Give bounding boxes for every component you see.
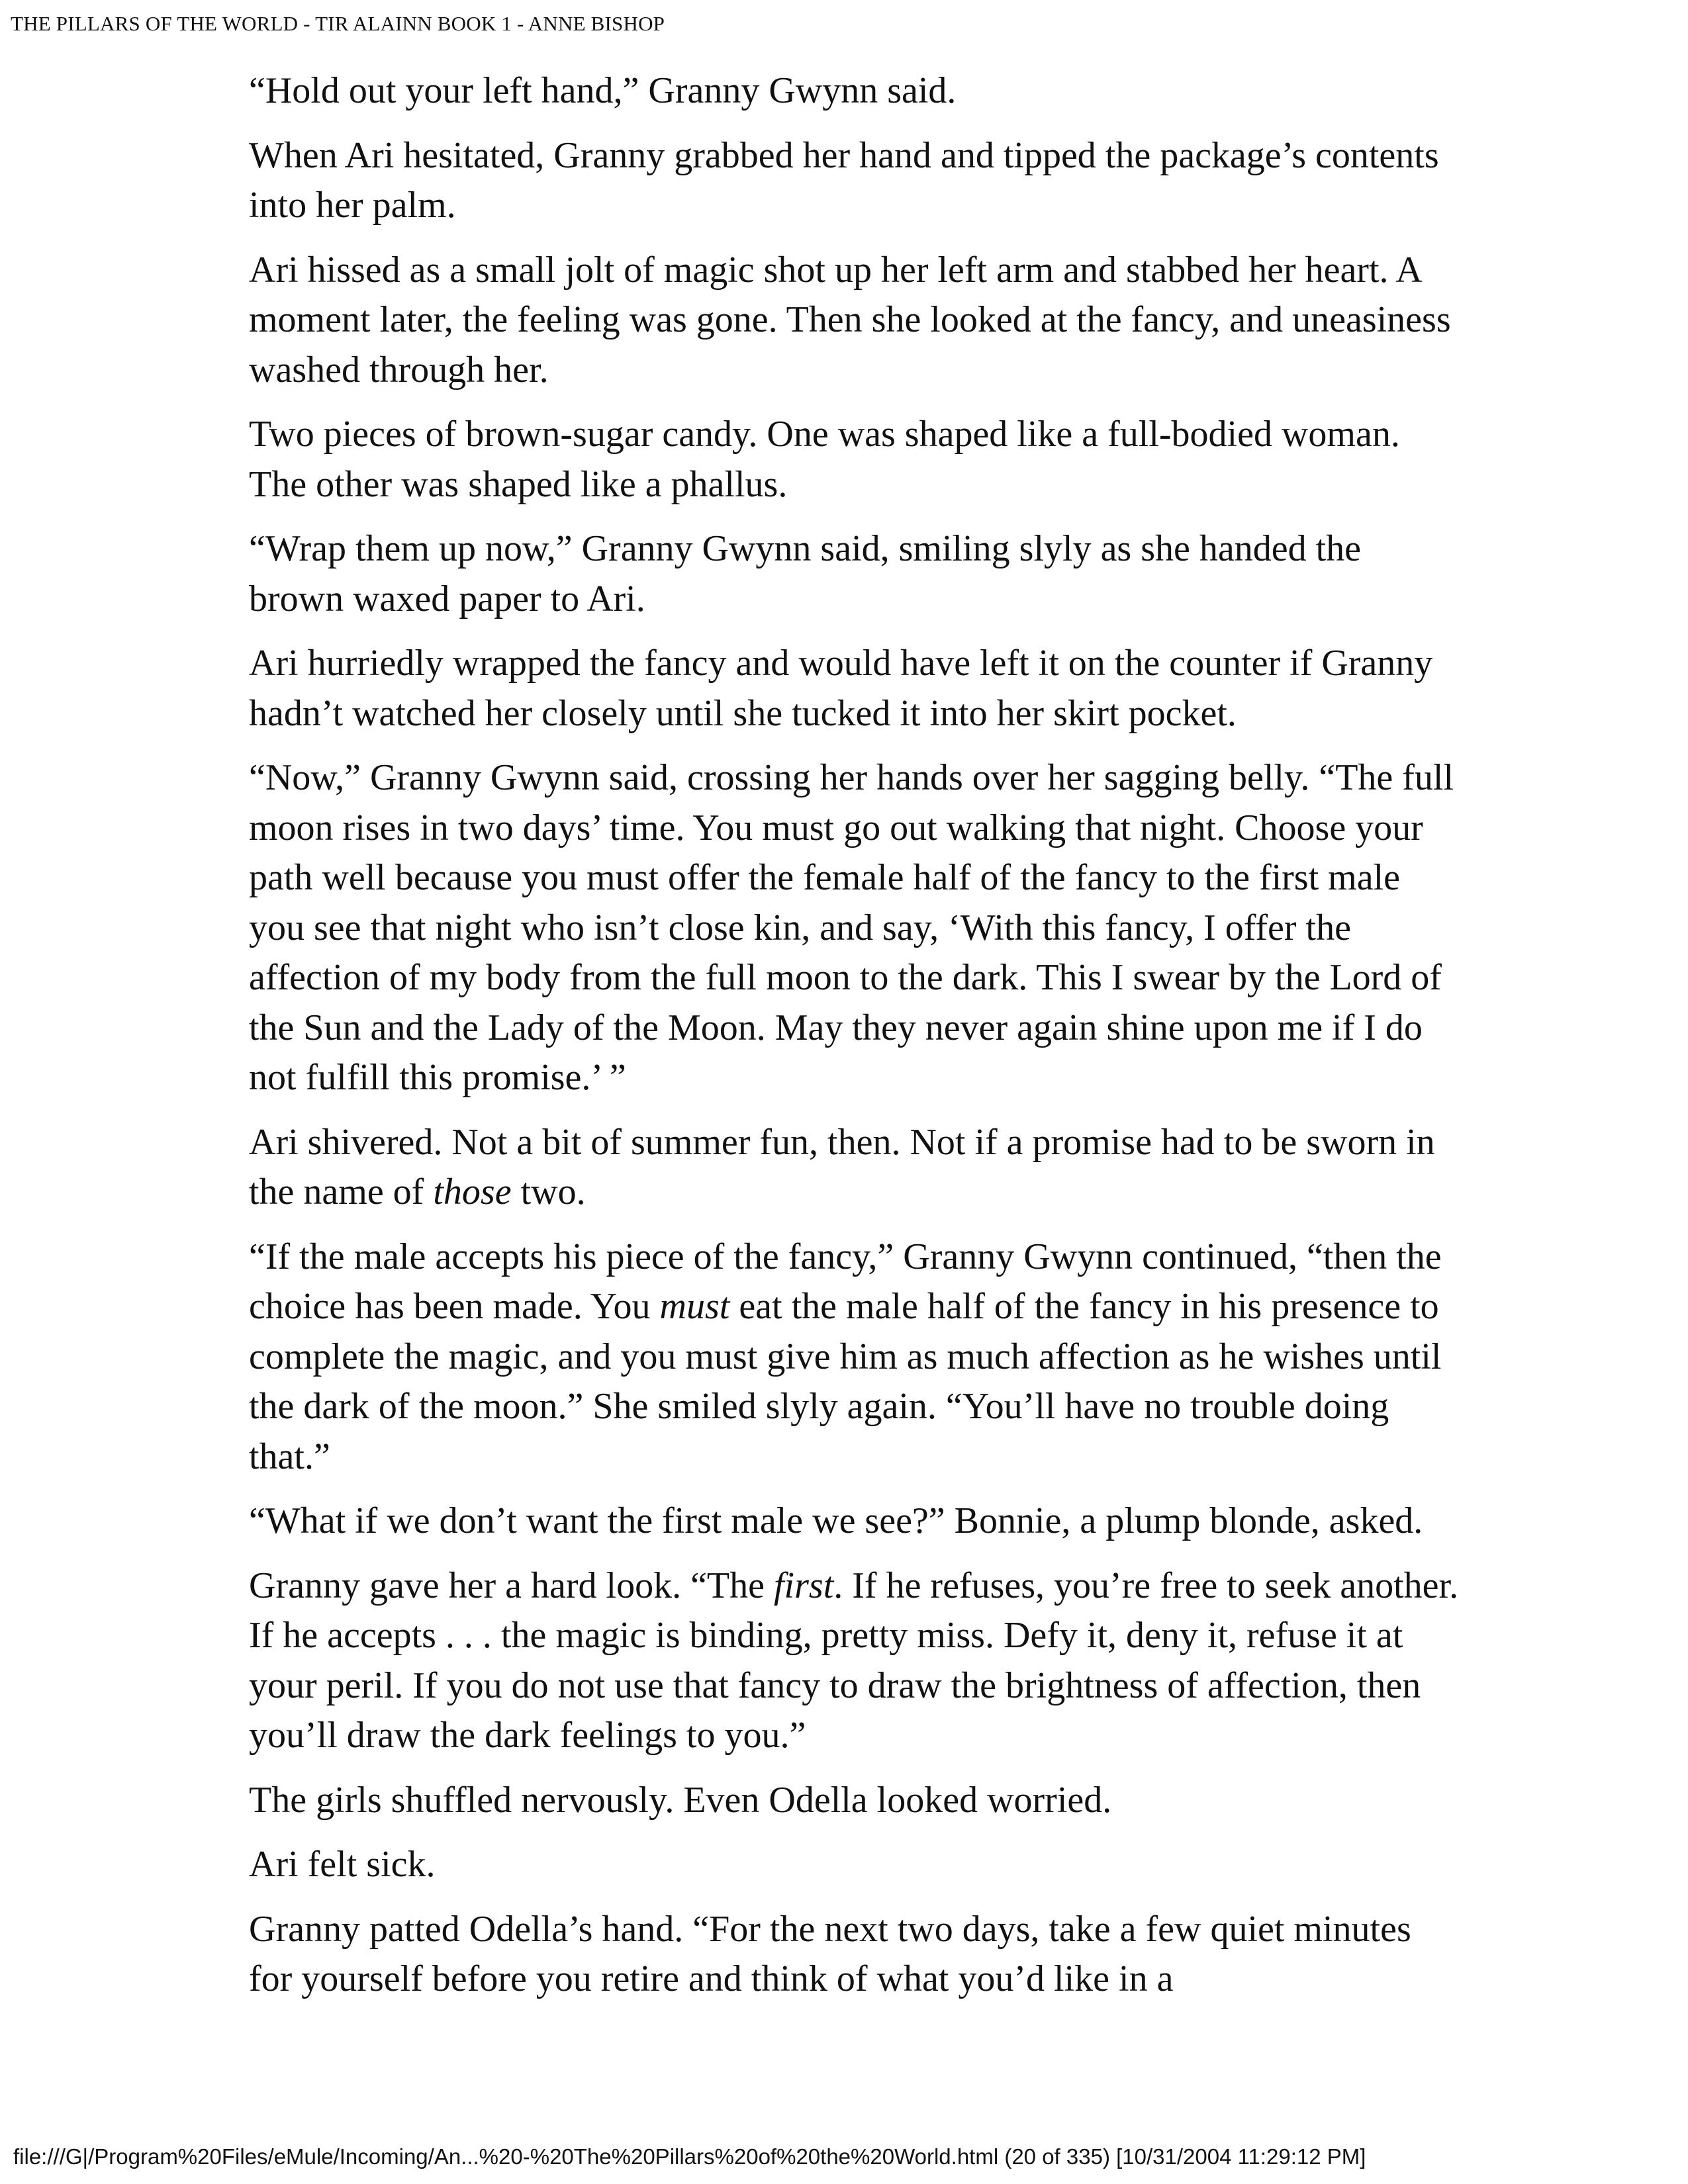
text-segment: two. — [511, 1171, 586, 1212]
text-segment: Two pieces of brown-sugar candy. One was shaped like a full-bodied woman. The other was shaped like a phallus. — [249, 414, 1400, 505]
text-segment: . If he refuses, you’re free to seek another. If he accepts . . . the magic is binding, pretty miss. Defy it, deny it, refuse it at your peril. If you do not use that fancy to draw the brightness of affection, then you’ll draw the dark feelings to you.” — [249, 1565, 1459, 1756]
paragraph — [249, 1905, 1460, 2005]
text-segment: “What if we don’t want the first male we see?” Bonnie, a plump blonde, asked. — [249, 1500, 1423, 1541]
text-segment: Ari hurriedly wrapped the fancy and would have left it on the counter if Granny hadn’t watched her closely until she tucked it into her skirt pocket. — [249, 643, 1433, 734]
text-segment: The girls shuffled nervously. Even Odella looked worried. — [249, 1779, 1112, 1821]
paragraph — [249, 639, 1460, 739]
paragraph — [249, 753, 1460, 1103]
paragraph — [249, 410, 1460, 510]
text-segment: “Now,” Granny Gwynn said, crossing her hands over her sagging belly. “The full moon rises in two days’ time. You must go out walking that night. Choose your path well because you must offer the female half of the fancy to the first male you see that night who isn’t close kin, and say, ‘With this fancy, I offer the affection of my body from the full moon to the dark. This I swear by the Lord of the Sun and the Lady of the Moon. May they never again shine upon me if I do not fulfill this promise.’ ” — [249, 757, 1454, 1098]
italic-text: must — [659, 1286, 730, 1327]
paragraph — [249, 1118, 1460, 1218]
text-segment: “If the male accepts his piece of the fancy,” Granny Gwynn continued, “then the choice has been made. You — [249, 1236, 1442, 1327]
paragraph — [249, 1232, 1460, 1482]
paragraph — [249, 1496, 1460, 1547]
text-segment: Ari hissed as a small jolt of magic shot up her left arm and stabbed her heart. A moment later, the feeling was gone. Then she looked at the fancy, and uneasiness washed through her. — [249, 249, 1451, 390]
paragraph — [249, 1840, 1460, 1890]
paragraph — [249, 246, 1460, 396]
text-segment: eat the male half of the fancy in his presence to complete the magic, and you must give him as much affection as he wishes until the dark of the moon.” She smiled slyly again. “You’ll have no trouble doing that.” — [249, 1286, 1442, 1477]
italic-text: those — [433, 1171, 512, 1212]
footer-file-path: file:///G|/Program%20Files/eMule/Incoming/An...%20-%20The%20Pillars%20of%20the%20World.html (20 of 335) [10/31/2004 11:29:12 PM] — [13, 2144, 1366, 2169]
text-segment: “Wrap them up now,” Granny Gwynn said, smiling slyly as she handed the brown waxed paper to Ari. — [249, 528, 1361, 619]
paragraph — [249, 66, 1460, 116]
body-text — [249, 66, 1460, 2019]
running-header: THE PILLARS OF THE WORLD - TIR ALAINN BOOK 1 - ANNE BISHOP — [11, 12, 665, 35]
paragraph — [249, 1776, 1460, 1826]
text-segment: “Hold out your left hand,” Granny Gwynn said. — [249, 70, 957, 111]
italic-text: first — [774, 1565, 834, 1606]
text-segment: Granny patted Odella’s hand. “For the next two days, take a few quiet minutes for yourself before you retire and think of what you’d like in a — [249, 1908, 1411, 1999]
text-segment: Ari shivered. Not a bit of summer fun, then. Not if a promise had to be sworn in the name of — [249, 1121, 1435, 1212]
text-segment: Granny gave her a hard look. “The — [249, 1565, 774, 1606]
paragraph — [249, 1561, 1460, 1761]
paragraph — [249, 524, 1460, 624]
text-segment: Ari felt sick. — [249, 1844, 436, 1885]
paragraph — [249, 131, 1460, 231]
text-segment: When Ari hesitated, Granny grabbed her hand and tipped the package’s contents into her palm. — [249, 134, 1439, 226]
